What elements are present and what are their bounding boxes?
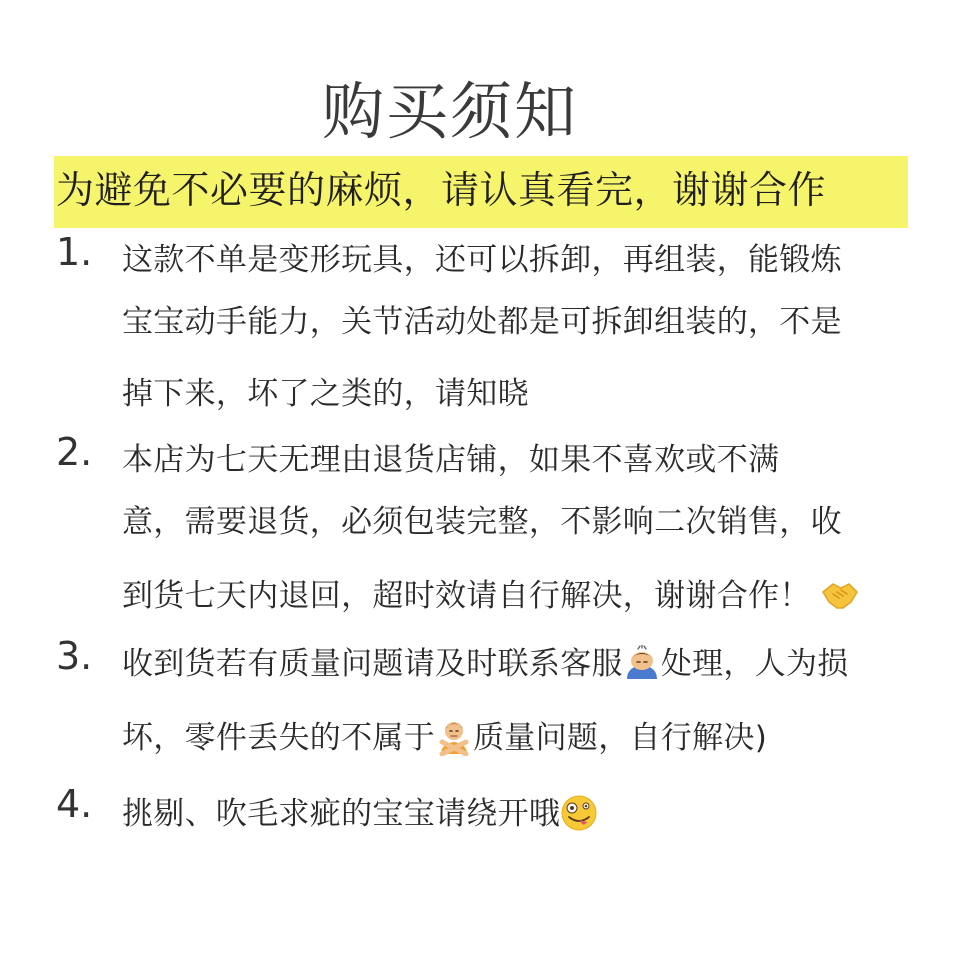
item-text-line: [122, 788, 598, 835]
person-bowing-icon: [623, 645, 661, 681]
page-title: 购买须知: [321, 75, 578, 148]
zany-face-icon: [560, 794, 598, 832]
item-text-line: [122, 638, 849, 684]
item-text: 收到货若有质量问题请及时联系客服: [122, 646, 623, 682]
item-text-line: 这款不单是变形玩具，还可以拆卸，再组装，能锻炼: [122, 242, 842, 278]
item-number: 3.: [56, 634, 93, 678]
item-text-line: [122, 570, 859, 615]
person-gesturing-no-icon: [435, 718, 473, 756]
highlight-notice: 为避免不必要的麻烦，请认真看完，谢谢合作: [56, 168, 827, 212]
item-text: 到货七天内退回，超时效请自行解决，谢谢合作！: [122, 578, 811, 614]
item-number: 1.: [56, 230, 93, 274]
item-text: 坏，零件丢失的不属于: [122, 720, 435, 756]
item-number: 2.: [56, 430, 93, 474]
item-text: 质量问题，自行解决): [473, 720, 768, 756]
handshake-icon: [821, 578, 859, 612]
item-number: 4.: [56, 782, 93, 826]
item-text: 处理，人为损: [660, 646, 849, 682]
item-text-line: 本店为七天无理由退货店铺，如果不喜欢或不满: [122, 442, 780, 478]
item-text-line: 掉下来，坏了之类的，请知晓: [122, 376, 529, 412]
item-text-line: 宝宝动手能力，关节活动处都是可拆卸组装的，不是: [122, 304, 842, 340]
item-text-line: 意，需要退货，必须包装完整，不影响二次销售，收: [122, 504, 842, 540]
item-text-line: [122, 712, 767, 759]
item-text: 挑剔、吹毛求疵的宝宝请绕开哦: [122, 796, 561, 832]
